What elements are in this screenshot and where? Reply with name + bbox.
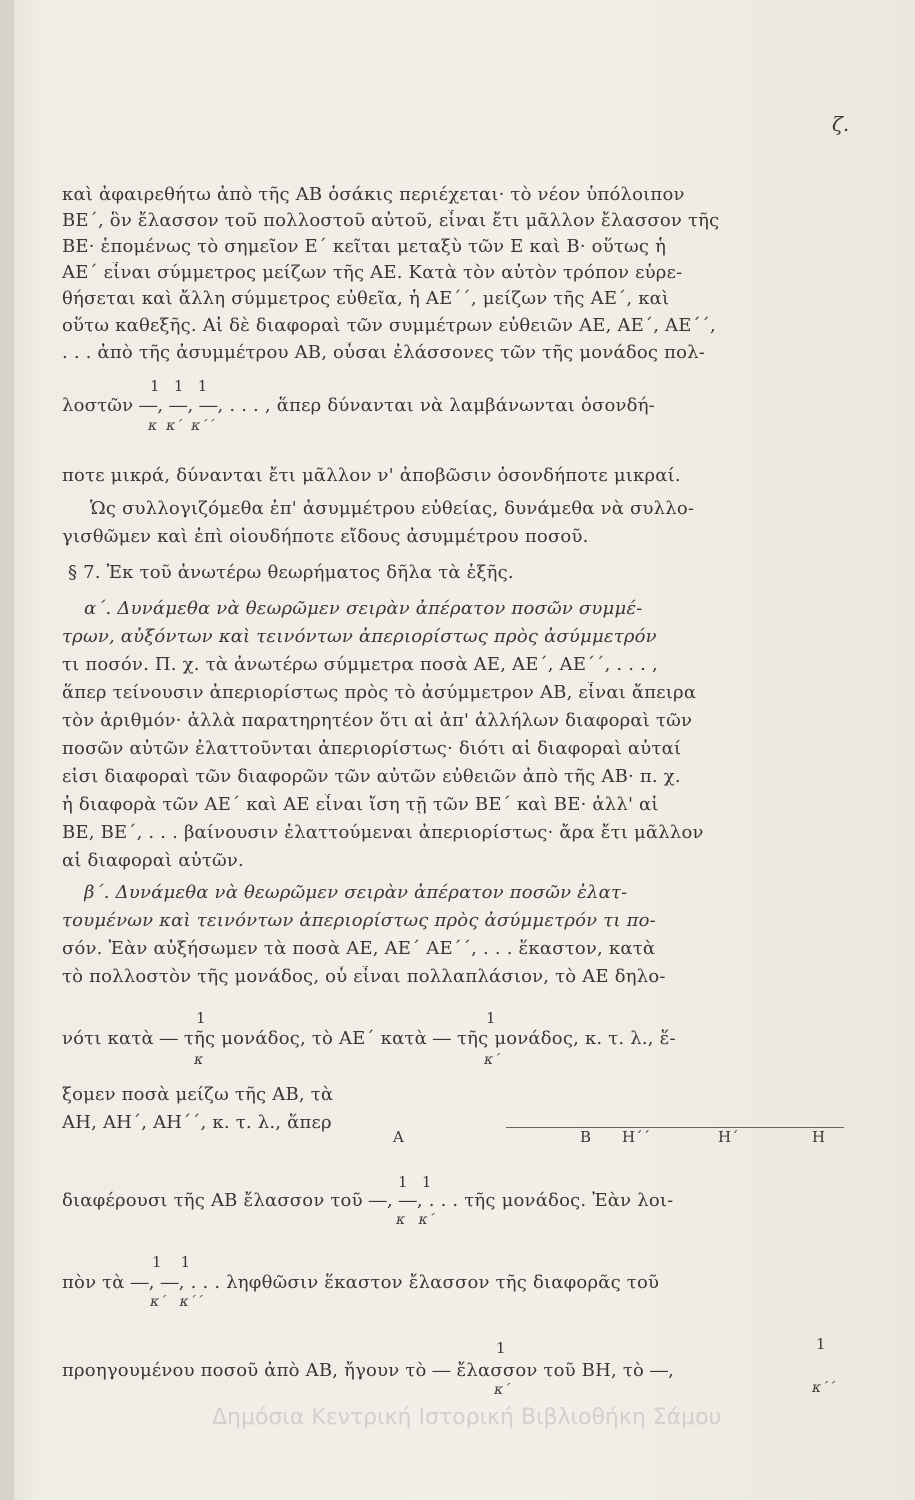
figure-label-h2: Η΄΄ [622, 1128, 651, 1146]
fraction-numerator: 1 [196, 1010, 206, 1026]
text-line: καὶ ἀφαιρεθήτω ἀπὸ τῆς ΑΒ ὁσάκις περιέχεται· τὸ νέον ὑπόλοιπον [62, 184, 685, 205]
section-heading: § 7. Ἐκ τοῦ ἀνωτέρω θεωρήματος δῆλα τὰ ἑξῆς. [68, 562, 514, 583]
text-line: . . . ἀπὸ τῆς ἀσυμμέτρου ΑΒ, οὖσαι ἐλάσσονες τῶν τῆς μονάδος πολ- [62, 342, 706, 363]
text-line: τὸν ἀριθμόν· ἀλλὰ παρατηρητέον ὅτι αἱ ἀπ' ἀλλήλων διαφοραὶ τῶν [62, 710, 693, 731]
text-line: πὸν τὰ ―, ―, . . . ληφθῶσιν ἕκαστον ἔλασσον τῆς διαφορᾶς τοῦ [62, 1272, 660, 1293]
figure-label-h: Η [812, 1128, 826, 1146]
text-line: θήσεται καὶ ἄλλη σύμμετρος εὐθεῖα, ἡ ΑΕ΄΄, μείζων τῆς ΑΕ΄, καὶ [62, 288, 670, 309]
fraction-denominator: κ΄ [484, 1052, 501, 1068]
page-number: ζ. [832, 112, 850, 136]
text-line: τι ποσόν. Π. χ. τὰ ἀνωτέρω σύμμετρα ποσὰ ΑΕ, ΑΕ΄, ΑΕ΄΄, . . . , [62, 654, 658, 675]
fraction-numerator: 1 [816, 1336, 826, 1352]
text-line: Ὡς συλλογιζόμεθα ἐπ' ἀσυμμέτρου εὐθείας, δυνάμεθα νὰ συλλο- [90, 498, 695, 519]
text-line: αἱ διαφοραὶ αὐτῶν. [62, 850, 244, 871]
text-line: ΑΕ΄ εἶναι σύμμετρος μείζων τῆς ΑΕ. Κατὰ τὸν αὐτὸν τρόπον εὑρε- [62, 262, 683, 283]
text-line: ΒΕ, ΒΕ΄, . . . βαίνουσιν ἐλαττούμεναι ἀπεριορίστως· ἄρα ἔτι μᾶλλον [62, 822, 704, 843]
text-line: ποτε μικρά, δύνανται ἔτι μᾶλλον ν' ἀποβῶσιν ὁσονδήποτε μικραί. [62, 465, 681, 486]
fraction-numerators: 1 1 1 [150, 378, 208, 394]
text-line: διαφέρουσι τῆς ΑΒ ἔλασσον τοῦ ―, ―, . . . τῆς μονάδος. Ἐὰν λοι- [62, 1190, 674, 1211]
fraction-numerator: 1 [496, 1340, 506, 1356]
text-line: ξομεν ποσὰ μείζω τῆς ΑΒ, τὰ [62, 1084, 334, 1105]
text-line: ἡ διαφορὰ τῶν ΑΕ΄ καὶ ΑΕ εἶναι ἴση τῇ τῶν ΒΕ΄ καὶ ΒΕ· ἀλλ' αἱ [62, 794, 659, 815]
text-line: τουμένων καὶ τεινόντων ἀπεριορίστως πρὸς ἀσύμμετρόν τι πο- [62, 910, 656, 931]
text-line: εἰσι διαφοραὶ τῶν διαφορῶν τῶν αὐτῶν εὐθειῶν ἀπὸ τῆς ΑΒ· π. χ. [62, 766, 681, 787]
text-line: προηγουμένου ποσοῦ ἀπὸ ΑΒ, ἤγουν τὸ ― ἔλασσον τοῦ ΒΗ, τὸ ―, [62, 1360, 675, 1381]
text-line: γισθῶμεν καὶ ἐπὶ οἱουδήποτε εἴδους ἀσυμμέτρου ποσοῦ. [62, 526, 589, 547]
fraction-numerators: 1 1 [152, 1254, 191, 1270]
fraction-denominator: κ [194, 1052, 204, 1068]
text-line: οὕτω καθεξῆς. Αἱ δὲ διαφοραὶ τῶν συμμέτρων εὐθειῶν ΑΕ, ΑΕ΄, ΑΕ΄΄, [62, 315, 716, 336]
text-line: ἅπερ τείνουσιν ἀπεριορίστως πρὸς τὸ ἀσύμμετρον ΑΒ, εἶναι ἄπειρα [62, 682, 697, 703]
figure-label-b: Β [580, 1128, 592, 1146]
library-watermark: Δημόσια Κεντρική Ιστορική Βιβλιοθήκη Σάμου [212, 1405, 722, 1430]
fraction-denominator: κ΄΄ [812, 1380, 836, 1396]
fraction-numerators: 1 1 [398, 1174, 432, 1190]
figure-segment [506, 1127, 844, 1128]
text-line: ΒΕ· ἑπομένως τὸ σημεῖον Ε΄ κεῖται μεταξὺ τῶν Ε καὶ Β· οὕτως ἡ [62, 236, 667, 257]
text-line: τὸ πολλοστὸν τῆς μονάδος, οὗ εἶναι πολλαπλάσιον, τὸ ΑΕ δηλο- [62, 966, 666, 987]
text-line: ποσῶν αὐτῶν ἐλαττοῦνται ἀπεριορίστως· διότι αἱ διαφοραὶ αὐταί [62, 738, 682, 759]
text-line: α΄. Δυνάμεθα νὰ θεωρῶμεν σειρὰν ἀπέρατον ποσῶν συμμέ- [84, 598, 643, 619]
text-line: σόν. Ἐὰν αὐξήσωμεν τὰ ποσὰ ΑΕ, ΑΕ΄ ΑΕ΄΄, . . . ἕκαστον, κατὰ [62, 938, 656, 959]
figure-label-h1: Η΄ [718, 1128, 739, 1146]
fraction-denominators: κ κ΄ κ΄΄ [148, 418, 215, 434]
text-line: β΄. Δυνάμεθα νὰ θεωρῶμεν σειρὰν ἀπέρατον ποσῶν ἐλατ- [84, 882, 628, 903]
fraction-denominator: κ΄ [494, 1382, 511, 1398]
fraction-numerator: 1 [486, 1010, 496, 1026]
fraction-denominators: κ΄ κ΄΄ [150, 1294, 203, 1310]
text-line: νότι κατὰ ― τῆς μονάδος, τὸ ΑΕ΄ κατὰ ― τῆς μονάδος, κ. τ. λ., ἕ- [62, 1028, 676, 1049]
text-line: ΑΗ, ΑΗ΄, ΑΗ΄΄, κ. τ. λ., ἅπερ [62, 1112, 332, 1133]
figure-label-a: Α [393, 1128, 404, 1146]
text-line: τρων, αὐξόντων καὶ τεινόντων ἀπεριορίστως πρὸς ἀσύμμετρόν [62, 626, 657, 647]
page-gutter [0, 0, 14, 1500]
text-line: λοστῶν ―, ―, ―, . . . , ἅπερ δύνανται νὰ λαμβάνωνται ὁσονδή- [62, 395, 655, 416]
text-line: ΒΕ΄, ὃν ἔλασσον τοῦ πολλοστοῦ αὐτοῦ, εἶναι ἔτι μᾶλλον ἔλασσον τῆς [62, 210, 720, 231]
fraction-denominators: κ κ΄ [396, 1212, 435, 1228]
